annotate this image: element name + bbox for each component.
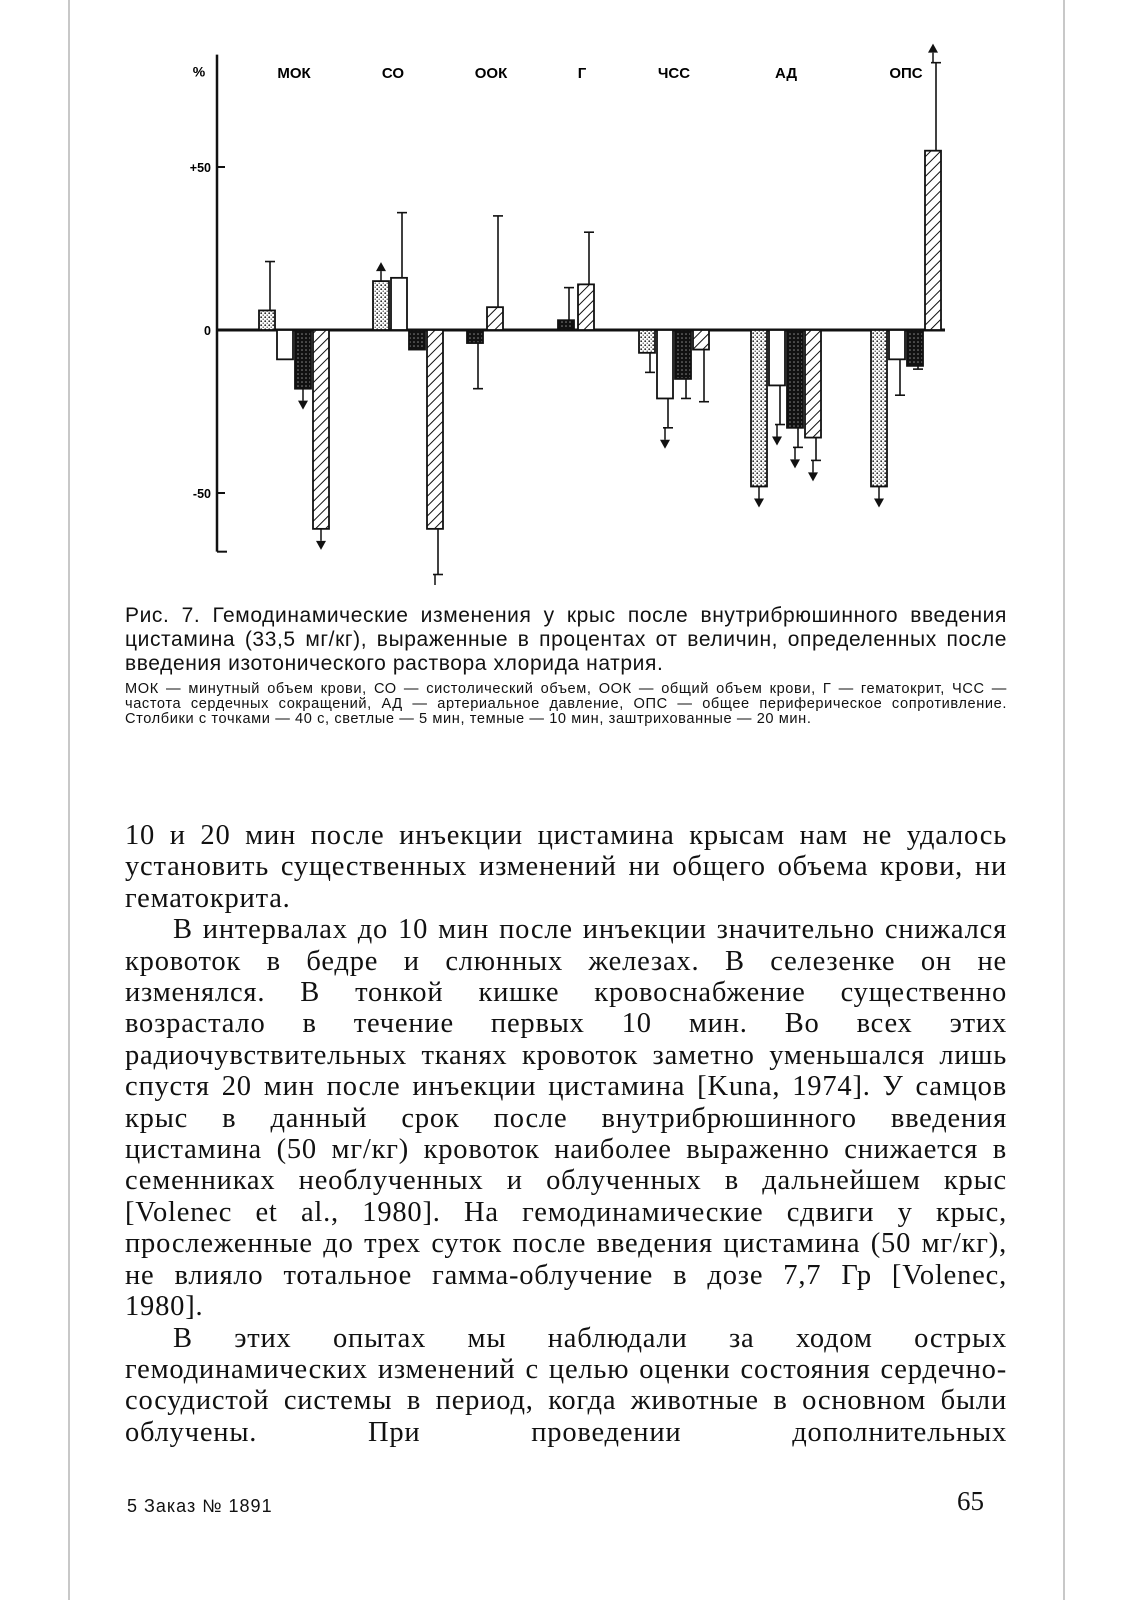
bar-СО-hatch xyxy=(427,330,443,585)
paragraph-2: В интервалах до 10 мин после инъекции значительно снижался кровоток в бедре и слюнных железах. В селезенке он не изменялся. В тонкой кишке кровоснабжение существенно возрастало в течение первых 10 мин. Во всех этих радиочувствительных тканях кровоток заметно уменьшался лишь спустя 20 мин после инъекции цистамина [Kuna, 1974]. У самцов крыс в данный срок после внутрибрюшинного введения цистамина (50 мг/кг) кровоток наиболее выраженно снижается в семенниках необлученных и облученных в дальнейшем крыс [Volenec et al., 1980]. На гемодинамические сдвиги у крыс, прослеженные до трех суток после введения цистамина (50 мг/кг), не влияло тотальное гамма-облучение в дозе 7,7 Гр [Volenec, 1980]. xyxy=(125,914,1007,1323)
category-label: ЧСС xyxy=(657,65,691,82)
bar-chart xyxy=(180,40,980,585)
page-number: 65 xyxy=(957,1486,984,1516)
bar-rect xyxy=(391,278,407,330)
bar-rect xyxy=(277,330,293,359)
bar-rect xyxy=(639,330,655,353)
significance-arrow xyxy=(754,498,764,507)
bar-rect xyxy=(871,330,887,486)
significance-arrow xyxy=(660,440,670,449)
y-axis-label: % xyxy=(192,63,206,80)
bar-rect xyxy=(889,330,905,359)
bar-ОПС-hatch xyxy=(925,44,941,330)
page-edge-left xyxy=(68,0,70,1600)
bar-rect xyxy=(409,330,425,350)
bar-rect xyxy=(769,330,785,385)
category-label: ООК xyxy=(474,65,508,82)
bar-rect xyxy=(925,151,941,330)
bar-rect xyxy=(787,330,803,428)
bar-rect xyxy=(295,330,311,389)
caption-legend: МОК — минутный объем крови, СО — систолический объем, ООК — общий объем крови, Г — гематокрит, ЧСС — частота сердечных сокращений, АД — артериальное давление, ОПС — общее периферическое сопротивление. Столбики с точками — 40 с, светлые — 5 мин, темные — 10 мин, заштрихованные — 20 мин. xyxy=(125,681,1007,727)
paragraph-3: В этих опытах мы наблюдали за ходом острых гемодинамических изменений с целью оценки состояния сердечно-сосудистой системы в период, когда животные в основном были облучены. При проведении дополнительных xyxy=(125,1322,1007,1448)
significance-arrow xyxy=(376,262,386,271)
category-label: СО xyxy=(381,65,405,82)
category-label: МОК xyxy=(277,65,311,82)
bar-АД-dark xyxy=(787,330,803,468)
bar-ЧСС-dots xyxy=(639,330,655,372)
bar-СО-dots xyxy=(373,262,389,330)
bar-СО-light xyxy=(391,213,407,330)
bar-rect xyxy=(427,330,443,529)
bar-rect xyxy=(373,281,389,330)
category-label: Г xyxy=(577,65,587,82)
significance-arrow xyxy=(874,498,884,507)
y-tick-label: -50 xyxy=(192,487,211,501)
bar-АД-dots xyxy=(751,330,767,507)
significance-arrow xyxy=(316,541,326,550)
bar-МОК-dots xyxy=(259,262,275,330)
significance-arrow xyxy=(772,437,782,446)
significance-arrow xyxy=(790,459,800,468)
bar-СО-dark xyxy=(409,330,425,350)
bar-rect xyxy=(805,330,821,438)
bar-ЧСС-dark xyxy=(675,330,691,398)
bar-rect xyxy=(693,330,709,350)
bar-rect xyxy=(259,310,275,330)
bar-Г-dark xyxy=(558,288,574,330)
bar-МОК-hatch xyxy=(313,330,329,550)
bar-АД-hatch xyxy=(805,330,821,481)
bar-rect xyxy=(558,320,574,330)
bar-ОПС-light xyxy=(889,330,905,395)
figure-caption xyxy=(125,604,1007,727)
bar-АД-light xyxy=(769,330,785,446)
caption-main: Рис. 7. Гемодинамические изменения у крыс после внутрибрюшинного введения цистамина (33,5 мг/кг), выраженные в процентах от величин, определенных после введения изотонического раствора хлорида натрия. xyxy=(125,604,1007,675)
bar-ОПС-dark xyxy=(907,330,923,369)
bar-ОПС-dots xyxy=(871,330,887,507)
significance-arrow xyxy=(928,44,938,53)
bar-ЧСС-light xyxy=(657,330,673,449)
category-label: ОПС xyxy=(889,65,923,82)
significance-arrow xyxy=(808,472,818,481)
y-tick-label: +50 xyxy=(189,161,211,175)
bar-ООК-dark xyxy=(467,330,483,389)
bar-rect xyxy=(675,330,691,379)
bar-rect xyxy=(657,330,673,398)
bar-rect xyxy=(487,307,503,330)
body-text xyxy=(125,820,1007,1448)
bar-ООК-hatch xyxy=(487,216,503,330)
bar-ЧСС-hatch xyxy=(693,330,709,402)
y-tick-label: 0 xyxy=(204,324,211,338)
bar-Г-hatch xyxy=(578,232,594,330)
bar-МОК-light xyxy=(277,330,293,359)
significance-arrow xyxy=(298,401,308,410)
page-edge-right xyxy=(1063,0,1065,1600)
paragraph-1: 10 и 20 мин после инъекции цистамина крысам нам не удалось установить существенных изменений ни общего объема крови, ни гематокрита. xyxy=(125,820,1007,914)
bar-МОК-dark xyxy=(295,330,311,410)
category-label: АД xyxy=(774,65,798,82)
bar-rect xyxy=(467,330,483,343)
print-order-note: 5 Заказ № 1891 xyxy=(127,1496,273,1516)
bar-rect xyxy=(907,330,923,366)
bar-rect xyxy=(578,284,594,330)
bar-rect xyxy=(313,330,329,529)
bar-rect xyxy=(751,330,767,486)
